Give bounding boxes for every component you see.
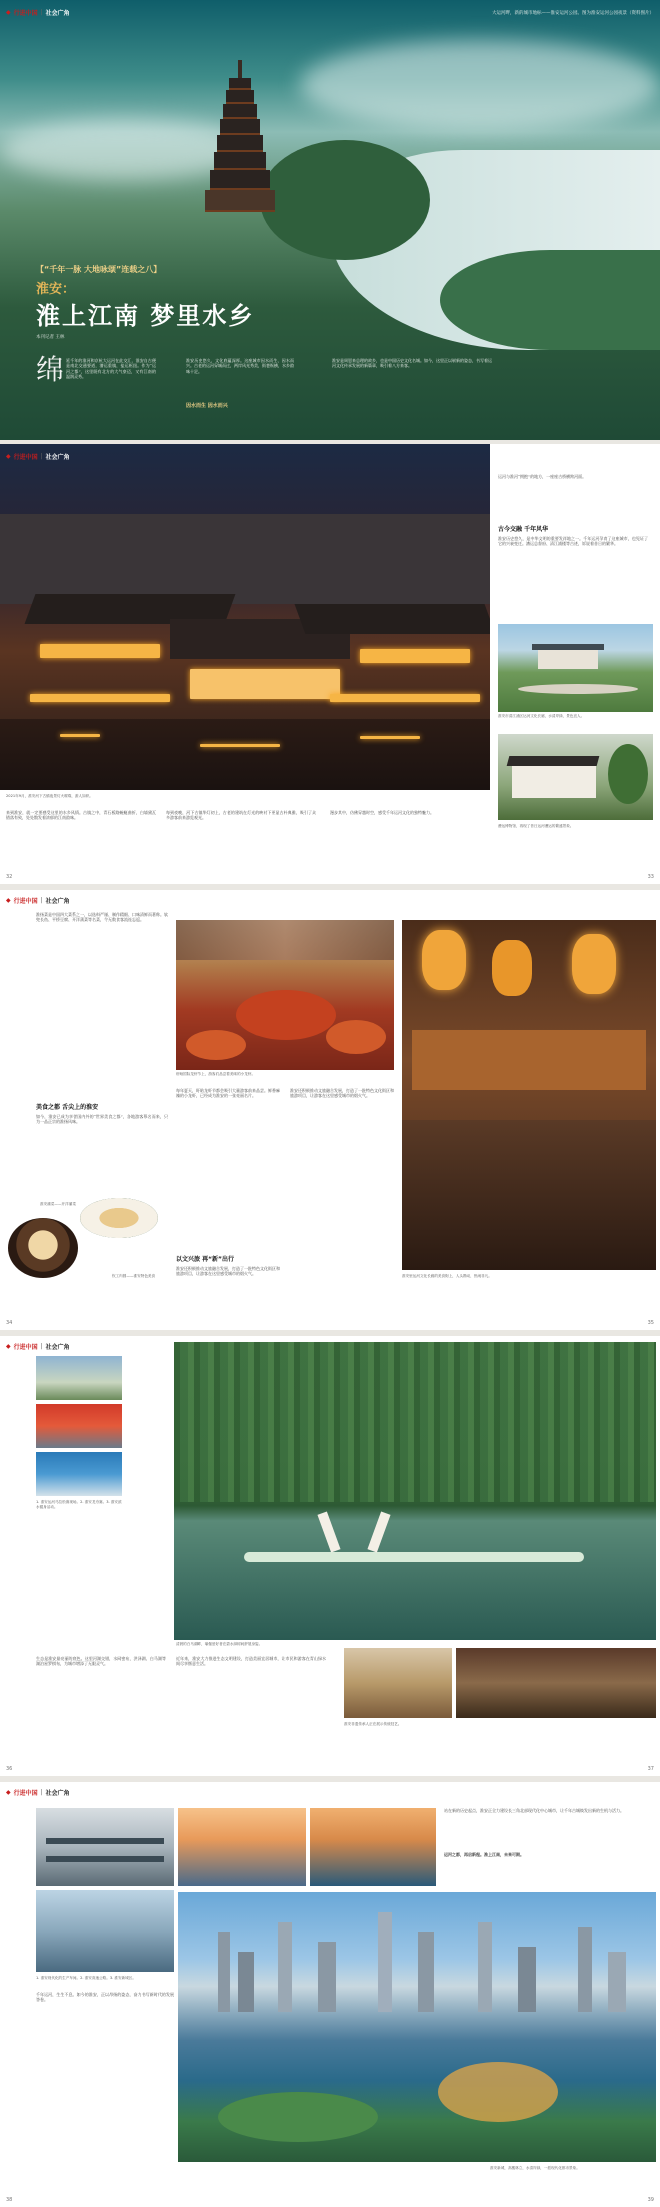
article-column-1: 延千年的淮河和京杭大运河在此交汇，淮安自古便是南北交通要道，漕运重镇，盐运枢纽。作为“运河之都”，这里既有北方的大气豪迈，又有江南的温润灵秀。 — [66, 358, 156, 380]
closing-line: 运河之都，再启新程。淮上江南，未来可期。 — [444, 1852, 524, 1857]
brand-icon: ◆ — [6, 1343, 11, 1350]
page-number: 39 — [647, 2197, 654, 2203]
new-district-photo — [36, 1890, 174, 1972]
article-column: 漫步其中，仿佛穿越时空，感受千年运河文化的独特魅力。 — [330, 810, 434, 815]
header-separator: | — [40, 9, 43, 16]
article-column: 淮安还积极推动文旅融合发展，打造了一批特色文化街区和旅游项目，让游客在这里感受城市的烟火气。 — [290, 1088, 394, 1099]
city-skyline-photo — [178, 1892, 656, 2162]
article-column-3: 淮安是周恩来总理的故乡，也是中国历史文化名城。如今，这里正以崭新的姿态，书写着运河文化传承发展的新篇章，吸引着八方来客。 — [332, 358, 492, 369]
highway-photo — [178, 1808, 306, 1886]
brand-icon: ◆ — [6, 1789, 11, 1796]
article-column: 淮扬菜是中国四大菜系之一，以选料严谨、制作精细、口味清鲜而著称。软兜长鱼、平桥豆腐、开洋蒲菜等名菜，令无数食客流连忘返。 — [36, 912, 168, 923]
article-column: 近年来，淮安大力推进生态文明建设，打造美丽宜居城市，让市民和游客在青山绿水间尽享惬意生活。 — [176, 1656, 326, 1667]
food-street-photo — [402, 920, 656, 1270]
article-column: 每年夏天，盱眙龙虾节都会吸引大量游客前来品尝。鲜香麻辣的小龙虾，已经成为淮安的一张亮丽名片。 — [176, 1088, 280, 1099]
subhead: 因水而生 因水而兴 — [186, 403, 228, 409]
forest-island — [440, 250, 660, 350]
header-separator: | — [40, 1789, 43, 1796]
top-right-caption: 大运河畔，新的城市地标——淮安运河公园。图为淮安运河公园夜景（资料图片） — [492, 11, 654, 16]
header-brand: 行进中国 — [13, 898, 38, 905]
series-title: 【“千年一脉 大地咏颂”连载之八】 — [36, 265, 162, 274]
header-brand: 行进中国 — [13, 454, 38, 461]
spread-ecology — [0, 1336, 660, 1776]
page-number: 36 — [6, 1766, 13, 1772]
page-number: 37 — [647, 1766, 654, 1772]
dragon-boat-photo — [36, 1404, 122, 1448]
yoga-figure — [367, 1511, 390, 1552]
photo-caption: 漕运博物馆，再现了昔日运河漕运的繁盛景象。 — [498, 824, 574, 828]
photo-caption: 1. 淮安现代化的生产车间。2. 淮安高速公路。3. 淮安新城区。 — [36, 1976, 136, 1980]
header-section: 社会广角 — [45, 10, 70, 17]
spread-food — [0, 890, 660, 1330]
header-brand: 行进中国 — [13, 10, 38, 17]
article-column-2: 淮安历史悠久，文化底蕴深厚。这座城市因水而生、因水而兴。古老的运河穿城而过，两岸风光秀美，街巷纵横，水乡韵味十足。 — [186, 358, 294, 374]
museum-photo — [498, 734, 653, 820]
header-section: 社会广角 — [45, 1790, 70, 1797]
header-separator: | — [40, 897, 43, 904]
marathon-photo — [36, 1356, 122, 1400]
page-number: 38 — [6, 2197, 13, 2203]
spread-old-town — [0, 444, 660, 884]
pagoda-image — [200, 60, 280, 210]
photo-caption: 清晨的白马湖畔，瑜伽爱好者在碧水绿树间舒展身姿。 — [176, 1642, 263, 1646]
page-number: 32 — [6, 874, 13, 880]
bridge-photo — [310, 1808, 436, 1886]
page-number: 35 — [647, 1320, 654, 1326]
article-column: 来到淮安，就一定要感受这里的水乡风情。古镇之中，青石板路蜿蜒曲折，白墙黛瓦错落有致，处处散发着浓郁的江南韵味。 — [6, 810, 156, 821]
header-separator: | — [40, 1343, 43, 1350]
photo-caption: 淮安非遗传承人正在展示传统技艺。 — [344, 1722, 402, 1726]
food-bowls-photo — [0, 1196, 170, 1284]
photo-caption: 淮安里运河文化长廊的美食街上，人头攒动，热闹非凡。 — [402, 1274, 492, 1278]
header-section: 社会广角 — [45, 1344, 70, 1351]
right-intro: 运河与淮河“拥抱”的地方，一座座古桥横跨河面。 — [498, 474, 587, 479]
canal-park-photo — [498, 624, 653, 712]
photo-caption: 1. 淮安运河马拉松赛现场。2. 淮安龙舟赛。3. 淮安滨水健身活动。 — [36, 1500, 122, 1509]
dropcap: 绵 — [36, 353, 65, 386]
spread-modern-city — [0, 1782, 660, 2207]
mist — [300, 40, 660, 130]
header-section: 社会广角 — [45, 454, 70, 461]
article-column: 生态是淮安最亮丽的底色。这里河湖交错，水网密布，洪泽湖、白马湖等湖泊星罗棋布，为城市增添了无限灵气。 — [36, 1656, 166, 1667]
header-separator: | — [40, 453, 43, 460]
right-column: 淮安历史悠久，是中华文明的重要发祥地之一。千年运河孕育了这座城市，也见证了它的兴衰变迁。漕运总督府、清江浦楼等古迹，诉说着昔日的繁华。 — [498, 536, 648, 547]
forest-island — [260, 140, 430, 260]
brand-icon: ◆ — [6, 9, 11, 16]
subhead: 古今交融 千年风华 — [498, 526, 549, 533]
spread-cover — [0, 0, 660, 440]
right-column: 站在新的历史起点，淮安正全力建设长三角北部现代化中心城市，让千年古城焕发出新的生机与活力。 — [444, 1808, 624, 1813]
photo-caption: 淮安市清江浦区运河文化长廊，水清岸绿，景色宜人。 — [498, 714, 585, 718]
page-number: 34 — [6, 1320, 13, 1326]
craft-photo — [456, 1648, 656, 1718]
yoga-figure — [317, 1511, 340, 1552]
article-column: 每到夜晚，河下古镇华灯初上，古老的建筑在灯光的映衬下更显古朴典雅，吸引了众多游客前来游览观光。 — [166, 810, 316, 821]
article-title: 淮上江南 梦里水乡 — [36, 301, 255, 330]
header-brand: 行进中国 — [13, 1344, 38, 1351]
article-column: 千年运河，生生不息。如今的淮安，正以昂扬的姿态，奋力书写新时代的发展答卷。 — [36, 1992, 174, 2003]
byline: 本刊记者 王林 — [36, 335, 65, 340]
factory-photo — [36, 1808, 174, 1886]
article-column: 如今，淮安已成为享誉国内外的“世界美食之都”，各地游客慕名而来，只为一品正宗的淮扬风味。 — [36, 1114, 168, 1125]
crayfish-feast-photo — [176, 920, 394, 1070]
header-section: 社会广角 — [45, 898, 70, 905]
craft-photo — [344, 1648, 452, 1718]
subhead: 美食之都 舌尖上的淮安 — [36, 1104, 99, 1111]
paddle-board — [244, 1552, 584, 1562]
yoga-lake-photo — [174, 1342, 656, 1640]
header-brand: 行进中国 — [13, 1790, 38, 1797]
brand-icon: ◆ — [6, 453, 11, 460]
photo-caption: 2021年9月，淮安河下古镇夜景灯火璀璨，游人如织。 — [6, 794, 93, 798]
food-caption: 钦工肉圆——淮安特色美食 — [112, 1274, 156, 1278]
photo-caption: 盱眙国际龙虾节上，游客们品尝着美味的小龙虾。 — [176, 1072, 256, 1076]
article-column: 淮安还积极推动文旅融合发展，打造了一批特色文化街区和旅游项目，让游客在这里感受城市的烟火气。 — [176, 1266, 280, 1277]
photo-caption: 淮安新城，高楼林立，水清岸绿，一派现代化都市景象。 — [490, 2166, 580, 2170]
waterfront-photo — [36, 1452, 122, 1496]
food-caption: 淮安蒲菜——开洋蒲菜 — [40, 1202, 76, 1206]
subhead: 以文兴旅 再“新”出行 — [176, 1256, 234, 1263]
region-name: 淮安： — [36, 282, 76, 297]
page-number: 33 — [647, 874, 654, 880]
night-town-photo — [0, 444, 490, 790]
brand-icon: ◆ — [6, 897, 11, 904]
